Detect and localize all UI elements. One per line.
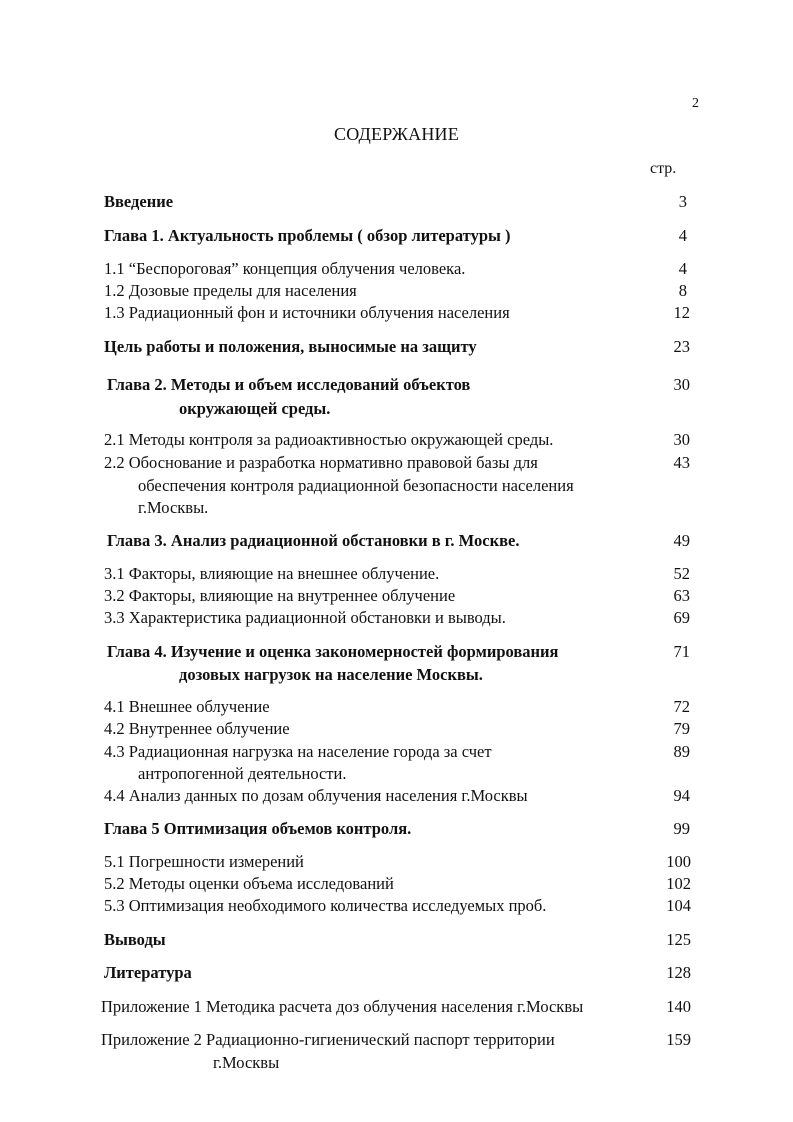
toc-entry-conclusions: Выводы <box>104 930 166 949</box>
page-number: 2 <box>692 96 699 111</box>
toc-entry-appendix-2: Приложение 2 Радиационно-гигиенический паспорт территории <box>101 1030 555 1049</box>
toc-page-1-1: 4 <box>678 259 687 278</box>
toc-entry-1-1: 1.1 “Беспороговая” концепция облучения человека. <box>104 259 466 278</box>
toc-entry-4-3-cont: антропогенной деятельности. <box>138 764 347 783</box>
page-column-label: стр. <box>650 160 677 177</box>
toc-entry-goals: Цель работы и положения, выносимые на защиту <box>104 337 477 356</box>
toc-entry-2-1: 2.1 Методы контроля за радиоактивностью окружающей среды. <box>104 430 554 449</box>
toc-entry-appendix-1: Приложение 1 Методика расчета доз облучения населения г.Москвы <box>101 997 584 1016</box>
toc-entry-literature: Литература <box>104 963 192 982</box>
toc-entry-2-2-cont2: г.Москвы. <box>138 498 209 517</box>
toc-entry-2-2: 2.2 Обоснование и разработка нормативно правовой базы для <box>104 453 538 472</box>
toc-title: СОДЕРЖАНИЕ <box>334 124 459 144</box>
toc-entry-chapter-4-cont: дозовых нагрузок на население Москвы. <box>179 665 483 684</box>
toc-entry-4-2: 4.2 Внутреннее облучение <box>104 719 290 738</box>
toc-entry-5-3: 5.3 Оптимизация необходимого количества исследуемых проб. <box>104 896 547 915</box>
toc-page-4-1: 72 <box>673 697 690 716</box>
toc-page-chapter-5: 99 <box>673 819 690 838</box>
toc-page-5-3: 104 <box>666 896 691 915</box>
toc-entry-chapter-4: Глава 4. Изучение и оценка закономерностей формирования <box>107 642 559 661</box>
toc-page-chapter-3: 49 <box>673 531 690 550</box>
toc-entry-chapter-2: Глава 2. Методы и объем исследований объектов <box>107 375 471 394</box>
toc-page-literature: 128 <box>666 963 691 982</box>
toc-page-intro: 3 <box>678 192 687 211</box>
toc-entry-1-3: 1.3 Радиационный фон и источники облучения населения <box>104 303 510 322</box>
toc-page-1-2: 8 <box>678 281 687 300</box>
toc-page-3-3: 69 <box>673 608 690 627</box>
toc-entry-1-2: 1.2 Дозовые пределы для населения <box>104 281 357 300</box>
toc-page-goals: 23 <box>673 337 690 356</box>
toc-entry-5-2: 5.2 Методы оценки объема исследований <box>104 874 394 893</box>
toc-page-conclusions: 125 <box>666 930 691 949</box>
toc-entry-3-3: 3.3 Характеристика радиационной обстановки и выводы. <box>104 608 506 627</box>
toc-entry-4-4: 4.4 Анализ данных по дозам облучения населения г.Москвы <box>104 786 528 805</box>
toc-entry-3-2: 3.2 Факторы, влияющие на внутреннее облучение <box>104 586 456 605</box>
toc-entry-3-1: 3.1 Факторы, влияющие на внешнее облучение. <box>104 564 440 583</box>
toc-entry-chapter-1: Глава 1. Актуальность проблемы ( обзор литературы ) <box>104 226 511 245</box>
toc-entry-4-3: 4.3 Радиационная нагрузка на население города за счет <box>104 742 492 761</box>
toc-page-4-4: 94 <box>673 786 690 805</box>
toc-page-chapter-2: 30 <box>673 375 690 394</box>
toc-page-5-1: 100 <box>666 852 691 871</box>
toc-entry-2-2-cont1: обеспечения контроля радиационной безопасности населения <box>138 476 574 495</box>
toc-entry-5-1: 5.1 Погрешности измерений <box>104 852 304 871</box>
toc-page-appendix-2: 159 <box>666 1030 691 1049</box>
toc-entry-4-1: 4.1 Внешнее облучение <box>104 697 270 716</box>
toc-page-3-2: 63 <box>673 586 690 605</box>
toc-page-chapter-1: 4 <box>678 226 687 245</box>
toc-page-2-1: 30 <box>673 430 690 449</box>
toc-entry-appendix-2-cont: г.Москвы <box>213 1053 280 1072</box>
toc-entry-chapter-2-cont: окружающей среды. <box>179 399 331 418</box>
toc-page-2-2: 43 <box>673 453 690 472</box>
toc-page-4-3: 89 <box>673 742 690 761</box>
toc-page-chapter-4: 71 <box>673 642 690 661</box>
toc-page-appendix-1: 140 <box>666 997 691 1016</box>
toc-page-4-2: 79 <box>673 719 690 738</box>
toc-entry-chapter-5: Глава 5 Оптимизация объемов контроля. <box>104 819 412 838</box>
toc-entry-intro: Введение <box>104 192 174 211</box>
toc-entry-chapter-3: Глава 3. Анализ радиационной обстановки в г. Москве. <box>107 531 520 550</box>
toc-page-5-2: 102 <box>666 874 691 893</box>
toc-page-1-3: 12 <box>673 303 690 322</box>
toc-page-3-1: 52 <box>673 564 690 583</box>
